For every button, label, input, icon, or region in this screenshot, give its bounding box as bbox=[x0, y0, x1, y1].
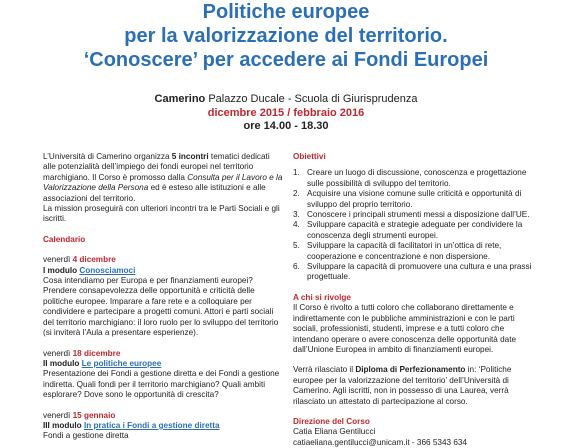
intro-text-a: L’Università di Camerino organizza bbox=[43, 152, 172, 161]
module-3-label: III modulo bbox=[43, 420, 84, 430]
module-3 bbox=[43, 411, 283, 442]
module-2-text: Presentazione dei Fondi a gestione diretta e dei Fondi a gestione indiretta. Quali fondi per il territorio marchigiano? Quali ambiti esplorare? Dove sono le opportunità di crescita? bbox=[43, 369, 280, 400]
module-2-label: II modulo bbox=[43, 358, 82, 368]
objective-number: 3. bbox=[293, 210, 300, 220]
calendar-heading: Calendario bbox=[43, 234, 86, 244]
director-contact[interactable]: catiaeliana.gentilucci@unicam.it - 366 5343 634 bbox=[293, 437, 467, 447]
objective-text: Creare un luogo di discussione, conoscenza e progettazione sulle possibilità di sviluppo del territorio. bbox=[307, 168, 527, 188]
title-line-2: per la valorizzazione del territorio. bbox=[124, 25, 448, 47]
module-3-text: Fondi a gestione diretta bbox=[43, 431, 129, 441]
module-1-text: Cosa intendiamo per Europa e per finanziamenti europei? Prendere consapevolezza delle opportunità e criticità delle politiche europee. Imparare a fare rete e a colloquiare per condividere e partecipare a progetti comuni. Attori e parti sociali del territorio marchigiano: il loro ruolo per lo sviluppo del territorio (si inviterà l’Aula a presentare esperienze). bbox=[43, 276, 279, 338]
module-1-day: venerdì bbox=[43, 255, 73, 265]
objective-item bbox=[293, 168, 533, 189]
objective-item bbox=[293, 220, 533, 241]
title-line-3: ‘Conoscere’ per accedere ai Fondi Europei bbox=[83, 49, 489, 71]
intro-count: 5 incontri bbox=[171, 152, 209, 161]
event-dates: dicembre 2015 / febbraio 2016 bbox=[207, 107, 365, 119]
module-3-link[interactable]: In pratica i Fondi a gestione diretta bbox=[83, 420, 220, 430]
module-1-title bbox=[43, 266, 283, 276]
title-line-1: Politiche europee bbox=[202, 1, 370, 23]
module-2-title bbox=[43, 359, 283, 369]
objective-number: 5. bbox=[293, 241, 300, 251]
objective-number: 1. bbox=[293, 168, 300, 178]
objective-text: Sviluppare la capacità di promuovere una cultura e una prassi progettuale. bbox=[307, 262, 532, 282]
right-column bbox=[293, 152, 533, 448]
intro-text-c: ed è esteso alle istituzioni e alle associazioni del territorio. bbox=[43, 183, 266, 203]
objective-text: Acquisire una visione comune sulle criticità e opportunità di sviluppo del proprio territorio. bbox=[307, 189, 522, 209]
module-3-date-value: 15 gennaio bbox=[72, 410, 116, 420]
module-1 bbox=[43, 255, 283, 338]
direction-heading: Direzione del Corso bbox=[293, 416, 370, 426]
diploma-text-a: Verrà rilasciato il bbox=[293, 365, 356, 375]
audience-text: Il Corso è rivolto a tutti coloro che collaborano direttamente e indirettamente con le pubbliche amministrazioni e con le parti sociali, professionisti, studenti, imprese e a tutti coloro che intendano operare o avere conoscenza delle opportunità date dall’Unione Europea in ambito di finanziamenti europei. bbox=[293, 303, 517, 354]
intro-consulta: Consulta per il Lavoro e la Valorizzazione della Persona bbox=[43, 172, 283, 193]
objective-text: Sviluppare capacità e strategie adeguate per condividere la conoscenza degli strumenti europei. bbox=[307, 220, 523, 240]
objective-text: Conoscere i principali strumenti messi a disposizione dall’UE. bbox=[307, 210, 530, 220]
module-1-link[interactable]: Conosciamoci bbox=[79, 265, 136, 275]
module-3-day: venerdì bbox=[43, 410, 73, 420]
audience-heading: A chi si rivolge bbox=[293, 292, 351, 302]
module-3-date bbox=[43, 411, 283, 421]
module-1-date-value: 4 dicembre bbox=[72, 255, 116, 265]
intro-paragraph bbox=[43, 152, 283, 204]
director-name: Catia Eliana Gentilucci bbox=[293, 427, 376, 437]
module-2 bbox=[43, 349, 283, 401]
module-1-label: I modulo bbox=[43, 265, 80, 275]
venue-city: Camerino bbox=[154, 93, 206, 105]
intro-mission: La mission proseguirà con ulteriori incontri tra le Parti Sociali e gli iscritti. bbox=[43, 204, 280, 224]
objectives-heading: Obiettivi bbox=[293, 152, 326, 161]
objective-number: 4. bbox=[293, 220, 300, 230]
objective-item bbox=[293, 210, 533, 220]
diploma-paragraph bbox=[293, 365, 533, 407]
diploma-text-b: in: ‘Politiche europee per la valorizzazione del territorio’ dell’Università di Camerino. Agli iscritti, non in possesso di una Laurea, verrà rilasciato un attestato di partecipazione al corso. bbox=[293, 365, 512, 406]
objective-number: 6. bbox=[293, 262, 300, 272]
venue bbox=[0, 93, 572, 106]
objective-item bbox=[293, 189, 533, 210]
diploma-title: Diploma di Perfezionamento bbox=[355, 365, 466, 375]
objective-item bbox=[293, 262, 533, 283]
objective-text: Sviluppare la capacità di facilitatori in un’ottica di rete, cooperazione e concentrazione e non dispersione. bbox=[307, 241, 502, 261]
venue-location: Palazzo Ducale - Scuola di Giurisprudenza bbox=[205, 93, 418, 105]
module-1-date bbox=[43, 255, 283, 265]
module-2-day: venerdì bbox=[43, 348, 73, 358]
objective-number: 2. bbox=[293, 189, 300, 199]
objective-item bbox=[293, 241, 533, 262]
event-times: ore 14.00 - 18.30 bbox=[243, 120, 329, 132]
objectives-list bbox=[293, 168, 533, 282]
module-2-link[interactable]: Le politiche europee bbox=[81, 358, 162, 368]
module-2-date-value: 18 dicembre bbox=[72, 348, 121, 358]
intro-text-b: tematici dedicati alle potenzialità dell’impiego dei fondi europei nel territorio marchigiano. Il Corso è promosso dalla bbox=[43, 152, 270, 182]
module-2-date bbox=[43, 349, 283, 359]
left-column bbox=[43, 152, 283, 442]
module-3-title bbox=[43, 421, 283, 431]
